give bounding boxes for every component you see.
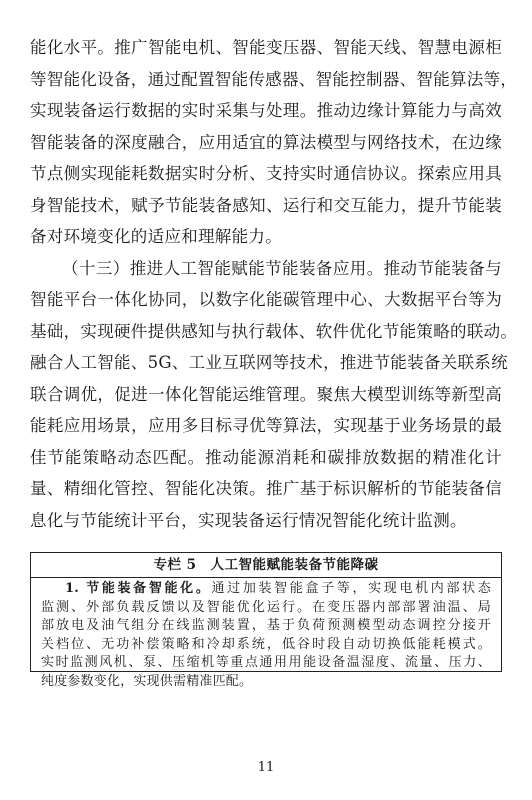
column-box-body — [31, 578, 501, 692]
box-item-first-line — [41, 580, 491, 599]
text-line: 能耗应用场景，应用多目标寻优等算法，实现基于业务场景的最 — [30, 416, 502, 435]
box-text-line: 实时监测风机、泵、压缩机等重点通用用能设备温湿度、流量、压力、 — [41, 655, 491, 671]
column-box-title: 专栏 5 人工智能赋能装备节能降碳 — [31, 553, 501, 578]
text-line: 身智能技术，赋予节能装备感知、运行和交互能力，提升节能装 — [30, 195, 502, 215]
column-box — [30, 552, 502, 689]
page-number: 11 — [257, 760, 275, 775]
text-line: 联合调优，促进一体化智能运维管理。聚焦大模型训练等新型高 — [30, 384, 502, 404]
text-line: 智能装备的深度融合，应用适宜的算法模型与网络技术，在边缘 — [30, 132, 502, 152]
box-item-heading: 1. 节能装备智能化。 — [65, 581, 212, 596]
text-line: 实现装备运行数据的实时采集与处理。推动边缘计算能力与高效 — [30, 101, 502, 120]
text-line: 等智能化设备，通过配置智能传感器、智能控制器、智能算法等， — [30, 69, 518, 89]
text-line: 量、精细化管控、智能化决策。推广基于标识解析的节能装备信 — [30, 479, 502, 498]
text-line: 备对环境变化的适应和理解能力。 — [30, 227, 282, 246]
text-line: 能化水平。推广智能电机、智能变压器、智能天线、智慧电源柜 — [30, 38, 502, 57]
text-line: 基础，实现硬件提供感知与执行载体、软件优化节能策略的联动。 — [30, 321, 518, 341]
body-text — [30, 32, 518, 536]
text-line: 智能平台一体化协同，以数字化能碳管理中心、大数据平台等为 — [30, 290, 502, 309]
box-text-line: 关档位、无功补偿策略和冷却系统，低谷时段自动切换低能耗模式。 — [41, 636, 491, 652]
box-text-line: 纯度参数变化，实现供需精准匹配。 — [41, 673, 253, 689]
text-line: 佳节能策略动态匹配。推动能源消耗和碳排放数据的精准化计 — [30, 447, 502, 467]
text-line: 节点侧实现能耗数据实时分析、支持实时通信协议。探索应用具 — [30, 164, 502, 183]
text-line: 息化与节能统计平台，实现装备运行情况智能化统计监测。 — [30, 510, 467, 530]
section-heading-line: （十三）推进人工智能赋能节能装备应用。推动节能装备与 — [62, 258, 502, 278]
box-item-text: 通过加装智能盒子等，实现电机内部状态 — [211, 581, 491, 596]
box-text-line: 部放电及油气组分在线监测装置，基于负荷预测模型动态调控分接开 — [41, 618, 491, 634]
box-text-line: 监测、外部负载反馈以及智能优化运行。在变压器内部部署油温、局 — [41, 599, 491, 615]
text-line: 融合人工智能、5G、工业互联网等技术，推进节能装备关联系统 — [30, 353, 508, 372]
